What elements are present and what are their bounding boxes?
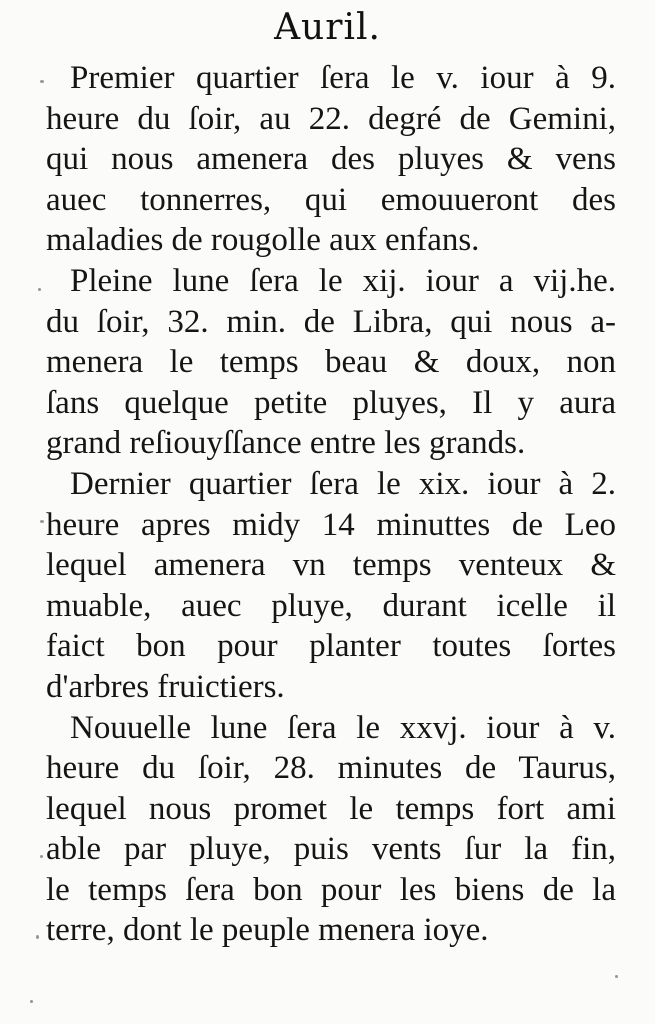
paper-speck — [30, 1000, 33, 1003]
text-line: Nouuelle lune ſera le xxvj. iour à v. — [70, 709, 616, 746]
text-line: heure apres midy 14 minuttes de Leo — [46, 506, 616, 543]
text-line: auec tonnerres, qui emouueront des — [46, 181, 616, 218]
text-line: maladies de rougolle aux enfans. — [46, 222, 480, 259]
text-line: grand reſiouyſſance entre les grands. — [46, 425, 526, 462]
paper-speck — [40, 855, 43, 858]
text-line: qui nous amenera des pluyes & vens — [46, 141, 616, 178]
text-line: le temps ſera bon pour les biens de la — [46, 871, 616, 908]
text-line: du ſoir, 32. min. de Libra, qui nous a- — [46, 303, 616, 340]
text-line: ſans quelque petite pluyes, Il y aura — [46, 384, 616, 421]
text-line: d'arbres fruictiers. — [46, 668, 285, 705]
paper-speck — [40, 520, 44, 523]
paper-speck — [36, 935, 39, 939]
text-line: Premier quartier ſera le v. iour à 9. — [70, 60, 616, 96]
text-line: faict bon pour planter toutes ſortes — [46, 628, 616, 665]
almanac-text — [46, 58, 616, 951]
page-title: Auril. — [274, 7, 381, 48]
text-line: lequel nous promet le temps fort ami — [46, 790, 616, 827]
paper-speck — [615, 975, 618, 978]
text-line: heure du ſoir, 28. minutes de Taurus, — [46, 750, 616, 787]
paper-speck — [40, 80, 44, 83]
text-line: lequel amenera vn temps venteux & — [46, 547, 616, 584]
text-line: heure du ſoir, au 22. degré de Gemini, — [46, 100, 616, 137]
text-line: Dernier quartier ſera le xix. iour à 2. — [70, 465, 616, 502]
text-line: able par pluye, puis vents ſur la fin, — [46, 831, 616, 868]
paper-speck — [38, 288, 41, 291]
text-line: muable, auec pluye, durant icelle il — [46, 587, 616, 624]
text-line: terre, dont le peuple menera ioye. — [46, 912, 489, 949]
text-line: menera le temps beau & doux, non — [46, 344, 616, 381]
text-line: Pleine lune ſera le xij. iour a vij.he. — [70, 262, 616, 299]
